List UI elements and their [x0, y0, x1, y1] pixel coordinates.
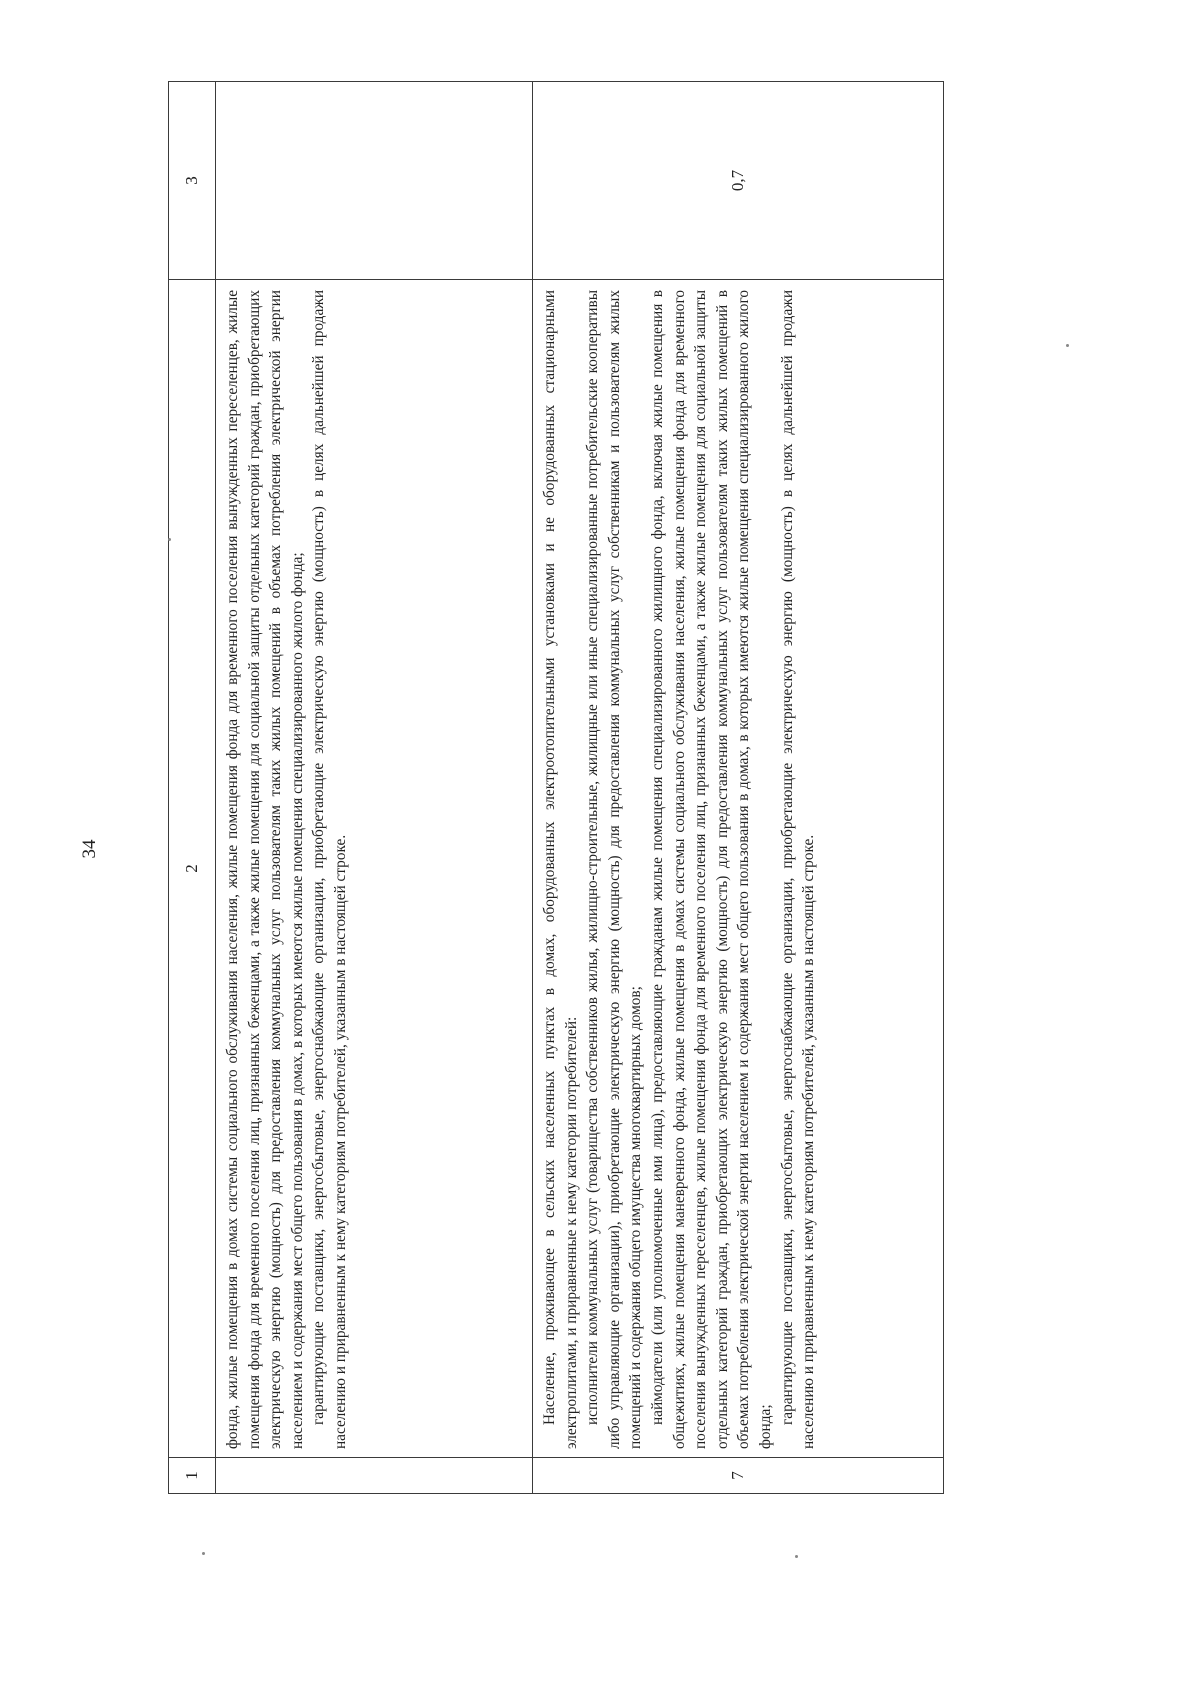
paragraph: Население, проживающее в сельских населенных пунктах в домах, оборудованных электроотопительными установками и не оборудованных стационарными электроплитами, и приравненные к нему категории потребителей: — [541, 290, 580, 1449]
paragraph: фонда, жилые помещения в домах системы социального обслуживания населения, жилые помещения фонда для временного поселения вынужденных переселенцев, жилые помещения фонда для временного поселения лиц, признанных беженцами, а также жилые помещения для социальной защиты отдельных категорий граждан, приобретающих электрическую энергию (мощность) для предоставления коммунальных услуг пользователям таких жилых помещений в объемах потребления электрической энергии населением и содержания мест общего пользования в домах, в которых имеются жилые помещения специализированного жилого фонда; — [224, 290, 306, 1449]
scan-speck — [795, 1555, 798, 1558]
scan-speck — [168, 538, 171, 541]
paragraph: наймодатели (или уполномоченные ими лица), предоставляющие гражданам жилые помещения специализированного жилищного фонда, включая жилые помещения в общежитиях, жилые помещения маневренного фонда, жилые помещения в домах системы социального обслуживания населения, жилые помещения фонда для временного поселения вынужденных переселенцев, жилые помещения фонда для временного поселения лиц, признанных беженцами, а также жилые помещения для социальной защиты отдельных категорий граждан, приобретающих электрическую энергию (мощность) для предоставления коммунальных услуг пользователям таких жилых помещений в объемах потребления электрической энергии населением и содержания мест общего пользования в домах, в которых имеются жилые помещения специализированного жилого фонда; — [648, 290, 774, 1449]
description-cell — [216, 280, 533, 1458]
description-cell — [533, 280, 944, 1458]
scan-speck — [1066, 344, 1069, 347]
header-cell-2: 2 — [169, 280, 216, 1458]
row-number-cell: 7 — [533, 1458, 944, 1494]
paragraph: гарантирующие поставщики, энергосбытовые, энергоснабжающие организации, приобретающие электрическую энергию (мощность) в целях дальнейшей продажи населению и приравненным к нему категориям потребителей, указанным в настоящей строке. — [778, 290, 818, 1449]
page-number-label: 34 — [79, 839, 100, 859]
header-cell-1: 1 — [169, 1458, 216, 1494]
scan-speck — [202, 1552, 205, 1555]
table — [168, 81, 944, 1494]
header-row — [169, 82, 216, 1494]
header-cell-3: 3 — [169, 82, 216, 280]
row-number-cell — [216, 1458, 533, 1494]
table-row — [216, 82, 533, 1494]
table-row — [533, 82, 944, 1494]
paragraph: гарантирующие поставщики, энергосбытовые, энергоснабжающие организации, приобретающие электрическую энергию (мощность) в целях дальнейшей продажи населению и приравненным к нему категориям потребителей, указанным в настоящей строке. — [310, 290, 349, 1449]
value-cell — [216, 82, 533, 280]
tariff-table — [168, 82, 920, 1494]
paragraph: исполнители коммунальных услуг (товарищества собственников жилья, жилищно-строительные, жилищные или иные специализированные потребительские кооперативы либо управляющие организации), приобретающие электрическую энергию (мощность) для предоставления коммунальных услуг собственникам и пользователям жилых помещений и содержания общего имущества многоквартирных домов; — [584, 290, 645, 1449]
value-cell: 0,7 — [533, 82, 944, 280]
